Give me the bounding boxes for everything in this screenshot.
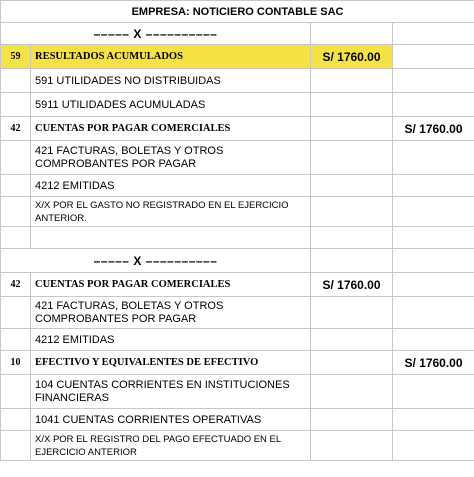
subaccount-row bbox=[1, 175, 474, 197]
account-row bbox=[1, 351, 474, 375]
empty-row bbox=[1, 227, 474, 249]
account-name: CUENTAS POR PAGAR COMERCIALES bbox=[31, 273, 311, 297]
credit-amount: S/ 1760.00 bbox=[393, 117, 474, 141]
subaccount-row bbox=[1, 297, 474, 329]
subaccount-row bbox=[1, 375, 474, 409]
subaccount-name: 4212 EMITIDAS bbox=[31, 175, 311, 197]
credit-amount bbox=[393, 273, 474, 297]
subaccount-name: 4212 EMITIDAS bbox=[31, 329, 311, 351]
gloss-row bbox=[1, 431, 474, 461]
account-row bbox=[1, 117, 474, 141]
account-name: EFECTIVO Y EQUIVALENTES DE EFECTIVO bbox=[31, 351, 311, 375]
subaccount-name: 421 FACTURAS, BOLETAS Y OTROS COMPROBANTES POR PAGAR bbox=[31, 297, 311, 329]
subaccount-name: 5911 UTILIDADES ACUMULADAS bbox=[31, 93, 311, 117]
account-code: 10 bbox=[1, 351, 31, 375]
subaccount-name: 591 UTILIDADES NO DISTRIBUIDAS bbox=[31, 69, 311, 93]
subaccount-row bbox=[1, 329, 474, 351]
header-row bbox=[1, 1, 474, 23]
entry-gloss: X/X POR EL GASTO NO REGISTRADO EN EL EJERCICIO ANTERIOR. bbox=[31, 197, 311, 227]
account-code: 59 bbox=[1, 45, 31, 69]
credit-amount bbox=[393, 45, 474, 69]
subaccount-row bbox=[1, 69, 474, 93]
entry-gloss: X/X POR EL REGISTRO DEL PAGO EFECTUADO EN EL EJERCICIO ANTERIOR bbox=[31, 431, 311, 461]
credit-amount: S/ 1760.00 bbox=[393, 351, 474, 375]
account-code: 42 bbox=[1, 273, 31, 297]
entry-separator: ––––– X –––––––––– bbox=[1, 249, 311, 273]
account-name: CUENTAS POR PAGAR COMERCIALES bbox=[31, 117, 311, 141]
subaccount-row bbox=[1, 141, 474, 175]
debit-amount bbox=[311, 117, 393, 141]
entry-separator: ––––– X –––––––––– bbox=[1, 23, 311, 45]
subaccount-name: 421 FACTURAS, BOLETAS Y OTROS COMPROBANTES POR PAGAR bbox=[31, 141, 311, 175]
subaccount-name: 1041 CUENTAS CORRIENTES OPERATIVAS bbox=[31, 409, 311, 431]
account-row bbox=[1, 45, 474, 69]
account-code: 42 bbox=[1, 117, 31, 141]
subaccount-row bbox=[1, 409, 474, 431]
debit-amount: S/ 1760.00 bbox=[311, 273, 393, 297]
entry-separator-row bbox=[1, 249, 474, 273]
debit-amount bbox=[311, 351, 393, 375]
account-row bbox=[1, 273, 474, 297]
account-name: RESULTADOS ACUMULADOS bbox=[31, 45, 311, 69]
gloss-row bbox=[1, 197, 474, 227]
subaccount-name: 104 CUENTAS CORRIENTES EN INSTITUCIONES FINANCIERAS bbox=[31, 375, 311, 409]
entry-separator-row bbox=[1, 23, 474, 45]
subaccount-row bbox=[1, 93, 474, 117]
debit-amount: S/ 1760.00 bbox=[311, 45, 393, 69]
company-title: EMPRESA: NOTICIERO CONTABLE SAC bbox=[1, 1, 474, 23]
